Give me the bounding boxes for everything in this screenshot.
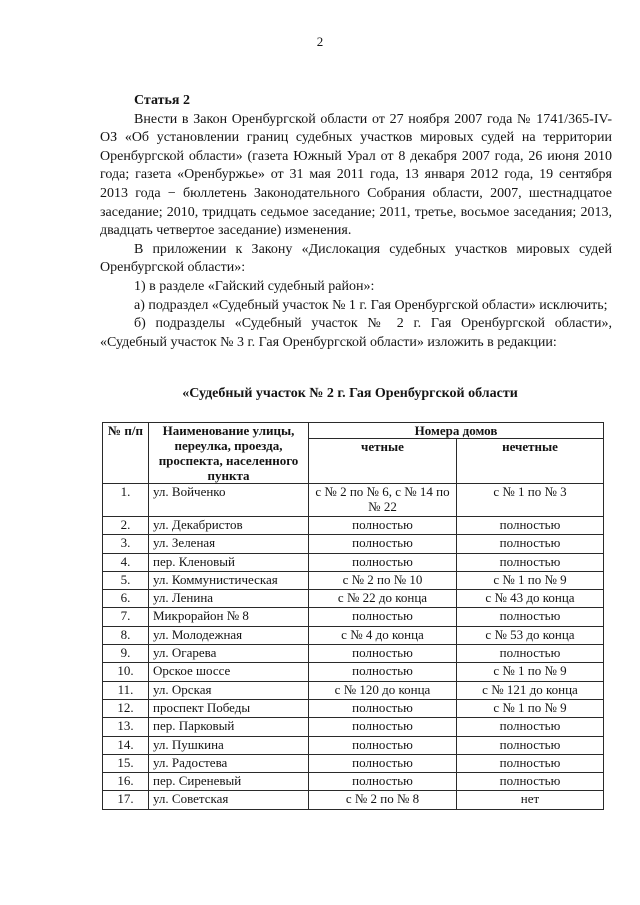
cell-odd: с № 43 до конца <box>457 590 604 608</box>
article-paragraph-appendix: В приложении к Закону «Дислокация судебных участков мировых судей Оренбургской области»: <box>100 241 612 276</box>
cell-name: ул. Коммунистическая <box>149 571 309 589</box>
cell-name: проспект Победы <box>149 699 309 717</box>
cell-name: ул. Советская <box>149 791 309 809</box>
cell-num: 2. <box>103 517 149 535</box>
cell-even: с № 120 до конца <box>309 681 457 699</box>
cell-odd: полностью <box>457 645 604 663</box>
cell-odd: с № 1 по № 9 <box>457 571 604 589</box>
cell-even: полностью <box>309 699 457 717</box>
cell-odd: с № 121 до конца <box>457 681 604 699</box>
table-row <box>103 681 604 699</box>
cell-even: полностью <box>309 718 457 736</box>
cell-num: 3. <box>103 535 149 553</box>
cell-odd: с № 1 по № 9 <box>457 699 604 717</box>
cell-num: 13. <box>103 718 149 736</box>
cell-even: полностью <box>309 553 457 571</box>
article-2 <box>100 92 612 352</box>
cell-even: с № 22 до конца <box>309 590 457 608</box>
cell-num: 4. <box>103 553 149 571</box>
header-even: четные <box>309 439 457 484</box>
cell-odd: полностью <box>457 517 604 535</box>
table-row <box>103 484 604 517</box>
cell-odd: нет <box>457 791 604 809</box>
table-row <box>103 571 604 589</box>
cell-odd: полностью <box>457 754 604 772</box>
cell-name: пер. Парковый <box>149 718 309 736</box>
cell-name: Орское шоссе <box>149 663 309 681</box>
cell-even: с № 4 до конца <box>309 626 457 644</box>
cell-num: 14. <box>103 736 149 754</box>
table-row <box>103 645 604 663</box>
cell-name: ул. Орская <box>149 681 309 699</box>
article-paragraph-section: 1) в разделе «Гайский судебный район»: <box>134 278 375 294</box>
cell-num: 7. <box>103 608 149 626</box>
table-row <box>103 773 604 791</box>
article-paragraph-item-a: а) подраздел «Судебный участок № 1 г. Гая Оренбургской области» исключить; <box>134 297 608 313</box>
cell-even: полностью <box>309 645 457 663</box>
cell-name: ул. Войченко <box>149 484 309 517</box>
cell-name: ул. Радостева <box>149 754 309 772</box>
cell-num: 5. <box>103 571 149 589</box>
cell-odd: с № 1 по № 9 <box>457 663 604 681</box>
streets-table <box>102 422 604 810</box>
cell-name: ул. Декабристов <box>149 517 309 535</box>
cell-num: 17. <box>103 791 149 809</box>
table-row <box>103 736 604 754</box>
cell-odd: полностью <box>457 553 604 571</box>
cell-even: полностью <box>309 754 457 772</box>
table-title: «Судебный участок № 2 г. Гая Оренбургской области <box>182 386 518 401</box>
article-heading: Статья 2 <box>134 93 190 108</box>
cell-num: 10. <box>103 663 149 681</box>
header-num: № п/п <box>103 423 149 484</box>
table-row <box>103 754 604 772</box>
table-row <box>103 791 604 809</box>
cell-even: с № 2 по № 10 <box>309 571 457 589</box>
table-row <box>103 517 604 535</box>
cell-num: 1. <box>103 484 149 517</box>
article-paragraph-item-b: б) подразделы «Судебный участок № 2 г. Гая Оренбургской области», «Судебный участок № 3 г. Гая Оренбургской области» изложить в редакции: <box>100 316 612 350</box>
cell-even: полностью <box>309 773 457 791</box>
cell-even: полностью <box>309 517 457 535</box>
table-row <box>103 663 604 681</box>
cell-even: с № 2 по № 6, с № 14 по № 22 <box>309 484 457 517</box>
header-odd: нечетные <box>457 439 604 484</box>
cell-odd: с № 53 до конца <box>457 626 604 644</box>
cell-name: Микрорайон № 8 <box>149 608 309 626</box>
cell-name: пер. Кленовый <box>149 553 309 571</box>
cell-num: 12. <box>103 699 149 717</box>
cell-num: 16. <box>103 773 149 791</box>
cell-even: полностью <box>309 736 457 754</box>
cell-num: 9. <box>103 645 149 663</box>
cell-num: 15. <box>103 754 149 772</box>
cell-even: полностью <box>309 608 457 626</box>
table-row <box>103 626 604 644</box>
cell-odd: полностью <box>457 718 604 736</box>
cell-odd: полностью <box>457 773 604 791</box>
cell-even: полностью <box>309 663 457 681</box>
cell-name: ул. Огарева <box>149 645 309 663</box>
table-row <box>103 590 604 608</box>
cell-odd: полностью <box>457 608 604 626</box>
table-body <box>103 484 604 810</box>
page-number: 2 <box>316 34 324 49</box>
cell-num: 6. <box>103 590 149 608</box>
cell-name: пер. Сиреневый <box>149 773 309 791</box>
cell-odd: полностью <box>457 736 604 754</box>
cell-even: полностью <box>309 535 457 553</box>
table-row <box>103 699 604 717</box>
cell-even: с № 2 по № 8 <box>309 791 457 809</box>
header-name: Наименование улицы, переулка, проезда, проспекта, населенного пункта <box>149 423 309 484</box>
table-row <box>103 718 604 736</box>
table-row <box>103 608 604 626</box>
table-row <box>103 553 604 571</box>
cell-odd: с № 1 по № 3 <box>457 484 604 517</box>
cell-name: ул. Пушкина <box>149 736 309 754</box>
article-paragraph-amendment: Внести в Закон Оренбургской области от 27 ноября 2007 года № 1741/365-IV-ОЗ «Об установлении границ судебных участков мировых судей на территории Оренбургской области» (газета Южный Урал от 8 декабря 2007 года, 26 июня 2010 года; газета «Оренбуржье» от 31 мая 2011 года, 13 января 2012 года, 19 сентября 2013 года − бюллетень Законодательного Собрания области, 2007, шестнадцатое заседание; 2010, тридцать седьмое заседание; 2011, третье, восьмое заседания; 2013, двадцать четвертое заседание) изменения. <box>100 111 612 239</box>
cell-name: ул. Зеленая <box>149 535 309 553</box>
header-houses: Номера домов <box>309 423 604 439</box>
cell-name: ул. Ленина <box>149 590 309 608</box>
cell-num: 11. <box>103 681 149 699</box>
cell-num: 8. <box>103 626 149 644</box>
table-row <box>103 535 604 553</box>
cell-name: ул. Молодежная <box>149 626 309 644</box>
cell-odd: полностью <box>457 535 604 553</box>
